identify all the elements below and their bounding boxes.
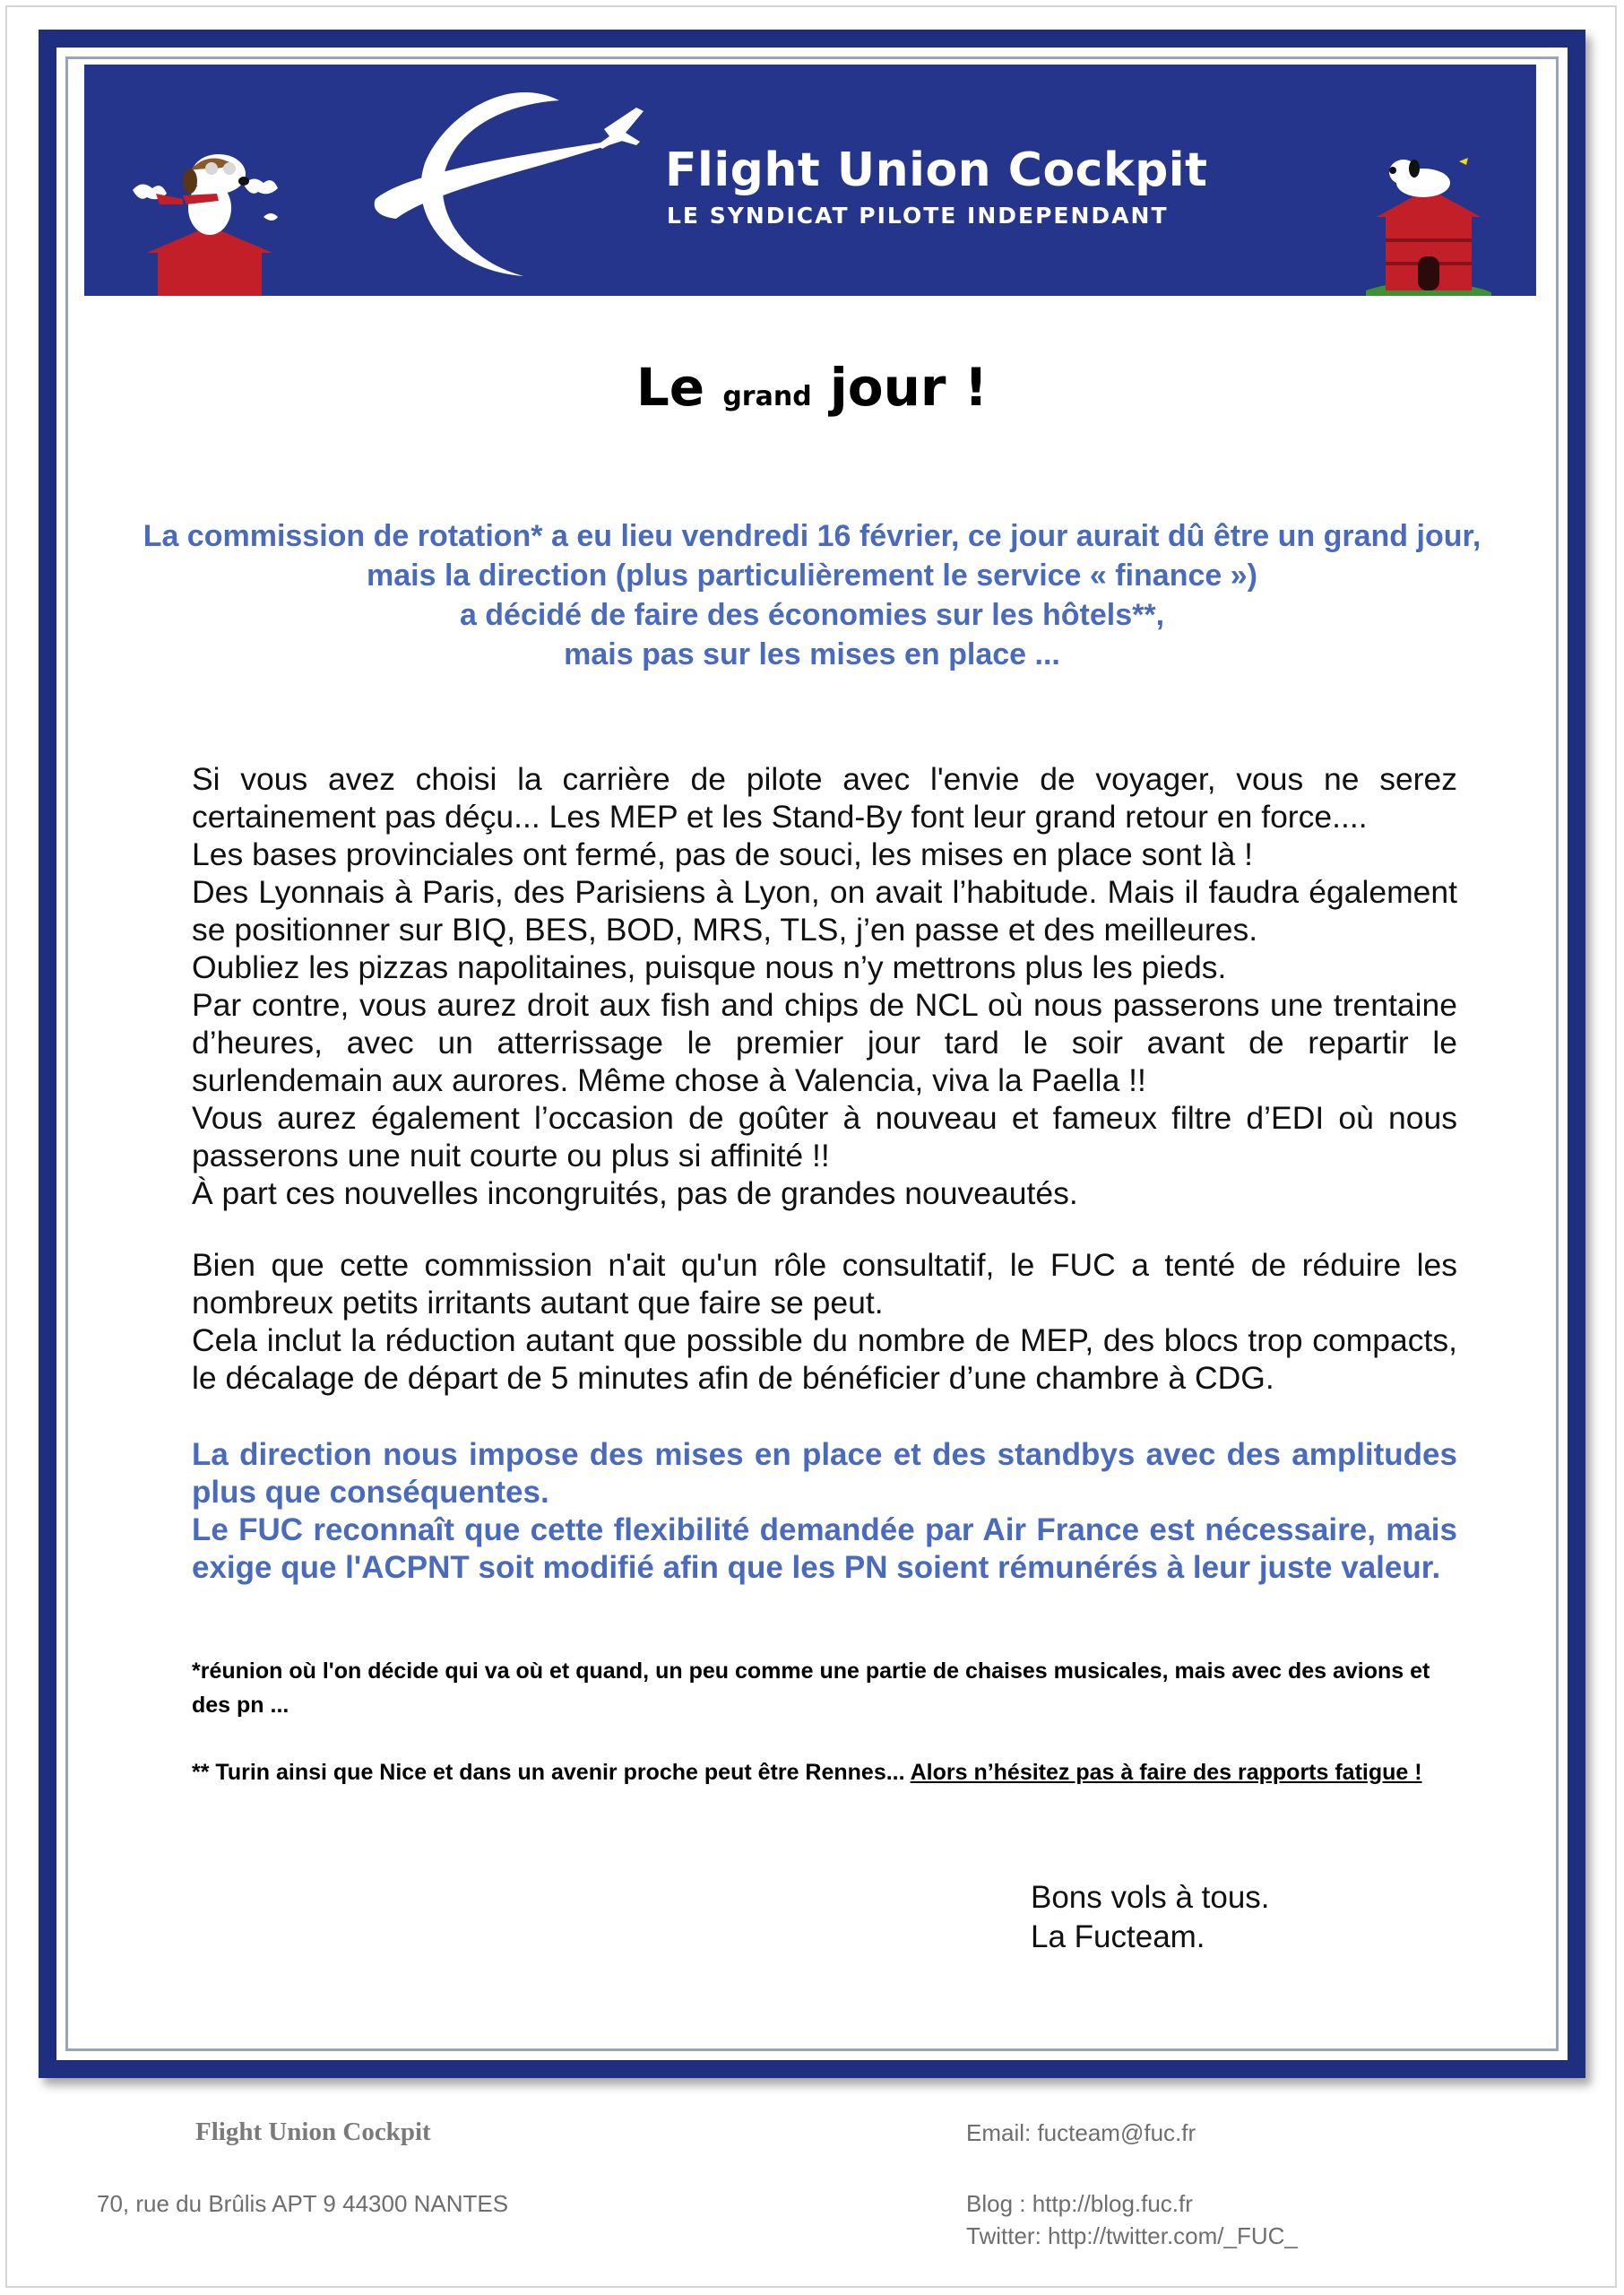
- footer-address: 70, rue du Brûlis APT 9 44300 NANTES: [97, 2190, 509, 2217]
- body-section-2: [192, 1246, 1457, 1397]
- footer-organization: Flight Union Cockpit: [195, 2117, 431, 2146]
- banner-title: Flight Union Cockpit: [665, 143, 1208, 197]
- intro-line: mais la direction (plus particulièrement le service « finance »): [367, 559, 1257, 593]
- signoff: [1031, 1878, 1270, 1957]
- body-paragraph: Oubliez les pizzas napolitaines, puisque nous n’y mettrons plus les pieds.: [192, 949, 1227, 985]
- body-paragraph: À part ces nouvelles incongruités, pas de grandes nouveautés.: [192, 1175, 1078, 1211]
- banner-subtitle: LE SYNDICAT PILOTE INDEPENDANT: [667, 203, 1169, 229]
- intro-line: a décidé de faire des économies sur les hôtels**,: [459, 598, 1165, 632]
- page-title: [0, 357, 1624, 418]
- header-banner: [84, 65, 1536, 296]
- intro-line: mais pas sur les mises en place ...: [564, 637, 1060, 671]
- footnote-2: [192, 1755, 1457, 1789]
- body-paragraph: Des Lyonnais à Paris, des Parisiens à Lyon, on avait l’habitude. Mais il faudra également se positionner sur BIQ, BES, BOD, MRS, TLS, j’en passe et des meilleures.: [192, 874, 1457, 948]
- body-paragraph: Bien que cette commission n'ait qu'un rôle consultatif, le FUC a tenté de réduire les nombreux petits irritants autant que faire se peut.: [192, 1247, 1457, 1321]
- signoff-line: La Fucteam.: [1031, 1919, 1205, 1954]
- body-paragraph: Les bases provinciales ont fermé, pas de souci, les mises en place sont là !: [192, 836, 1253, 872]
- footnote-1: *réunion où l'on décide qui va où et quand, un peu comme une partie de chaises musicales, mais avec des avions et des pn ...: [192, 1658, 1430, 1718]
- signoff-line: Bons vols à tous.: [1031, 1880, 1270, 1915]
- highlight-paragraph: La direction nous impose des mises en place et des standbys avec des amplitudes plus que conséquentes.: [192, 1437, 1457, 1510]
- intro-line: La commission de rotation* a eu lieu vendredi 16 février, ce jour aurait dû être un grand jour,: [143, 519, 1481, 553]
- body-paragraph: Par contre, vous aurez droit aux fish and chips de NCL où nous passerons une trentaine d’heures, avec un atterrissage le premier jour tard le soir avant de repartir le surlendemain aux aurores. Même chose à Valencia, viva la Paella !!: [192, 987, 1457, 1098]
- highlight-paragraph: Le FUC reconnaît que cette flexibilité demandée par Air France est nécessaire, mais exige que l'ACPNT soit modifié afin que les PN soient rémunérés à leur juste valeur.: [192, 1512, 1457, 1585]
- title-part-le: Le: [635, 357, 705, 418]
- footnote-2-underlined: Alors n’hésitez pas à faire des rapports fatigue !: [910, 1760, 1422, 1785]
- title-part-grand: grand: [722, 381, 812, 412]
- title-part-jour: jour !: [829, 357, 989, 418]
- plane-globe-logo: [371, 82, 658, 281]
- body-paragraph: Vous aurez également l’occasion de goûter à nouveau et fameux filtre d’EDI où nous passerons une nuit courte ou plus si affinité !!: [192, 1100, 1457, 1173]
- body-section-1: [192, 760, 1457, 1212]
- footer-email: Email: fucteam@fuc.fr: [966, 2119, 1196, 2146]
- snoopy-doghouse-icon: [1366, 156, 1491, 296]
- footnote-2-text: ** Turin ainsi que Nice et dans un avenir proche peut être Rennes...: [192, 1760, 911, 1785]
- snoopy-flying-ace-icon: [129, 154, 290, 296]
- intro-block: [134, 516, 1490, 674]
- body-paragraph: Cela inclut la réduction autant que possible du nombre de MEP, des blocs trop compacts, le décalage de départ de 5 minutes afin de bénéficier d’une chambre à CDG.: [192, 1322, 1457, 1396]
- footer-twitter: Twitter: http://twitter.com/_FUC_: [966, 2222, 1298, 2249]
- highlight-statement: [192, 1436, 1457, 1587]
- body-paragraph: Si vous avez choisi la carrière de pilote avec l'envie de voyager, vous ne serez certainement pas déçu... Les MEP et les Stand-By font leur grand retour en force....: [192, 761, 1457, 835]
- footer-blog: Blog : http://blog.fuc.fr: [966, 2190, 1193, 2217]
